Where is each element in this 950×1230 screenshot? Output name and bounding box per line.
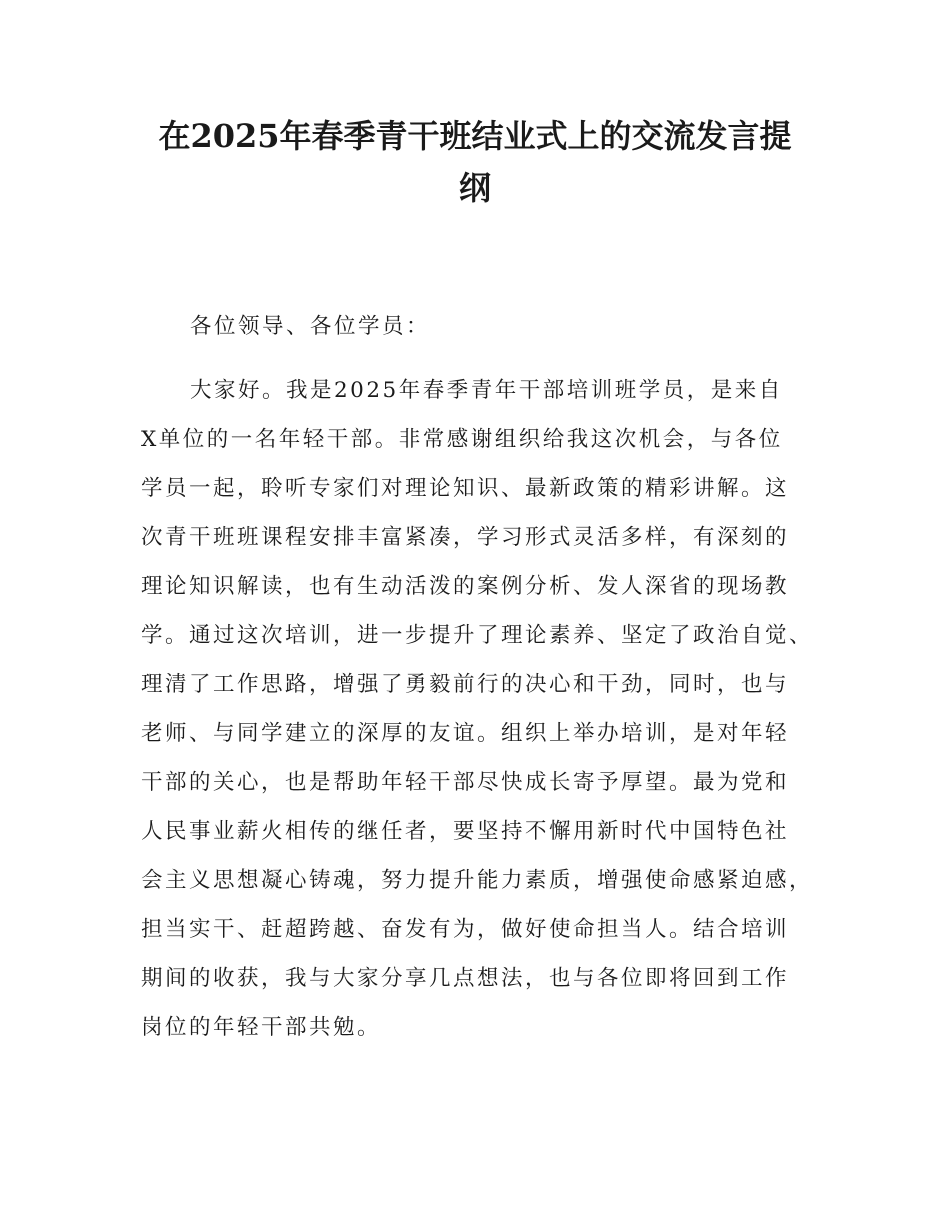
paragraph-line: X单位的一名年轻干部。非常感谢组织给我这次机会，与各位 [141, 427, 783, 452]
paragraph-line: 干部的关心，也是帮助年轻干部尽快成长寄予厚望。最为党和 [141, 770, 790, 795]
paragraph-line: 期间的收获，我与大家分享几点想法，也与各位即将回到工作 [141, 966, 790, 991]
paragraph-line: 学员一起，聆听专家们对理论知识、最新政策的精彩讲解。这 [141, 476, 790, 501]
paragraph-line: 担当实干、赶超跨越、奋发有为，做好使命担当人。结合培训 [141, 917, 790, 942]
paragraph-line: 大家好。我是2025年春季青年干部培训班学员，是来自 [190, 378, 783, 403]
title-line-2: 纲 [458, 169, 491, 207]
paragraph-line: 会主义思想凝心铸魂，努力提升能力素质，增强使命感紧迫感， [141, 868, 814, 893]
salutation: 各位领导、各位学员： [190, 314, 431, 339]
paragraph-line: 人民事业薪火相传的继任者，要坚持不懈用新时代中国特色社 [141, 819, 790, 844]
paragraph-line: 次青干班班课程安排丰富紧凑，学习形式灵活多样，有深刻的 [141, 525, 790, 550]
paragraph-line: 老师、与同学建立的深厚的友谊。组织上举办培训，是对年轻 [141, 721, 790, 746]
document-title [130, 110, 820, 214]
body-paragraph [141, 366, 831, 1052]
paragraph-line: 理清了工作思路，增强了勇毅前行的决心和干劲，同时，也与 [141, 672, 790, 697]
paragraph-line: 学。通过这次培训，进一步提升了理论素养、坚定了政治自觉、 [141, 623, 814, 648]
title-line-1: 在2025年春季青干班结业式上的交流发言提 [158, 117, 792, 155]
paragraph-line: 理论知识解读，也有生动活泼的案例分析、发人深省的现场教 [141, 574, 790, 599]
paragraph-line: 岗位的年轻干部共勉。 [141, 1015, 382, 1040]
